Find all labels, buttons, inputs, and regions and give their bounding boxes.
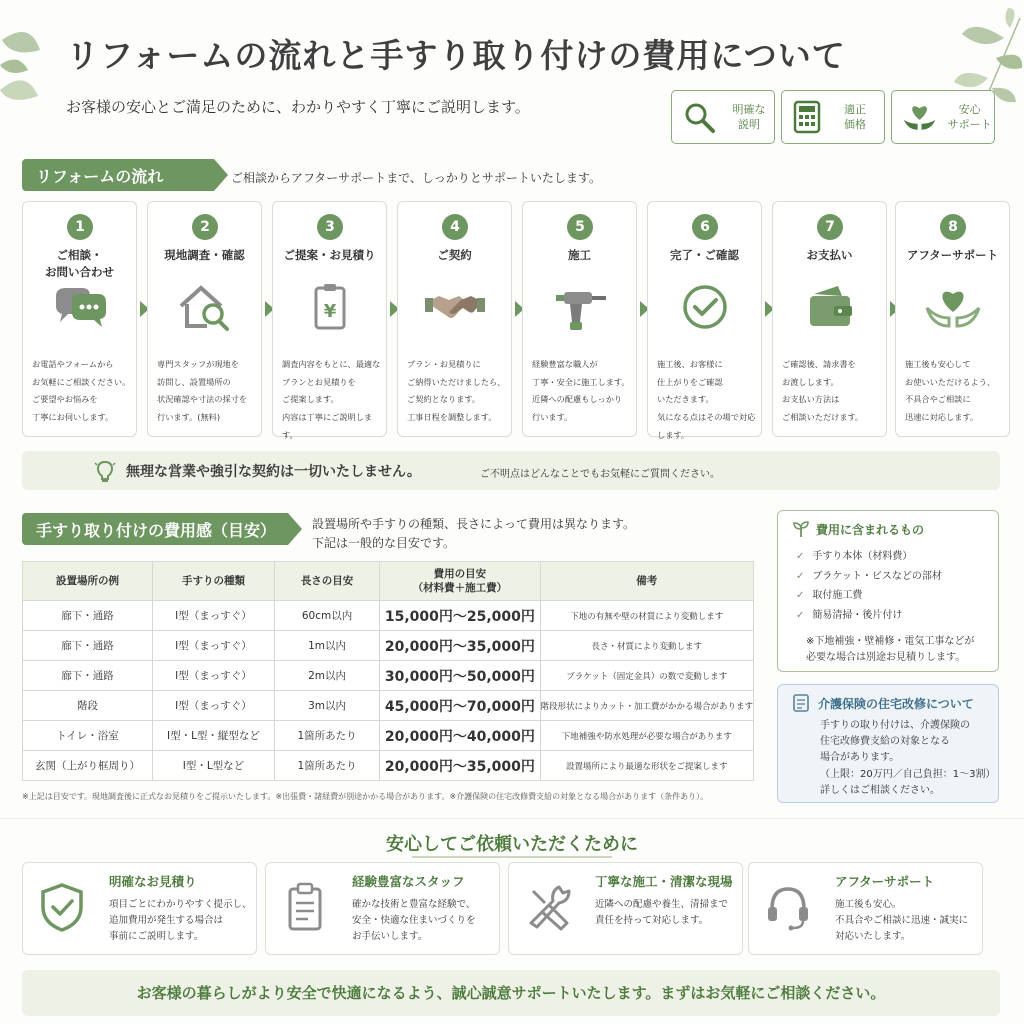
card-description: 施工後も安心。 不具合やご相談に迅速・誠実に 対応いたします。 <box>835 899 969 943</box>
column-header: 費用の目安 （材料費＋施工費） <box>380 562 540 601</box>
heart-hands-icon <box>902 100 937 134</box>
included-note: ※下地補強・壁補修・電気工事などが 必要な場合は別途お見積りします。 <box>806 636 975 663</box>
cell-remarks: 下地補強や防水処理が必要な場合があります <box>540 721 753 751</box>
sprout-icon <box>792 520 810 538</box>
cell-location: トイレ・浴室 <box>23 721 153 751</box>
step-number: 8 <box>940 214 966 240</box>
cell-location: 廊下・通路 <box>23 601 153 631</box>
cell-length: 3m以内 <box>274 691 379 721</box>
wallet-icon <box>800 282 860 332</box>
included-item-text: 簡易清掃・後片付け <box>812 609 903 621</box>
check-icon: ✓ <box>796 570 805 582</box>
cell-length: 1箇所あたり <box>274 721 379 751</box>
cell-price: 20,000円〜35,000円 <box>380 751 540 781</box>
step-title: 完了・ご確認 <box>670 248 739 262</box>
cost-lead: 設置場所や手すりの種類、長さによって費用は異なります。 下記は一般的な目安です。 <box>312 517 636 550</box>
check-circle-icon <box>675 282 735 332</box>
card-clean-site <box>508 862 743 955</box>
cell-type: I型・L型・縦型など <box>153 721 275 751</box>
step-number: 6 <box>692 214 718 240</box>
cell-remarks: 下地の有無や壁の材質により変動します <box>540 601 753 631</box>
cell-type: I型（まっすぐ） <box>153 691 275 721</box>
column-header: 備考 <box>540 562 753 601</box>
section-divider <box>0 818 1024 819</box>
flow-heading <box>22 159 214 191</box>
drill-icon <box>550 282 610 332</box>
lightbulb-icon <box>94 459 116 483</box>
column-header: 長さの目安 <box>274 562 379 601</box>
heart-hands-icon <box>923 282 983 332</box>
step-8-after-support <box>895 201 1010 437</box>
tools-icon <box>523 881 573 933</box>
card-description: 項目ごとにわかりやすく提示し、 追加費用が発生する場合は 事前にご説明します。 <box>109 899 252 943</box>
card-title: 経験豊富なスタッフ <box>352 874 465 889</box>
included-item-text: ブラケット・ビスなどの部材 <box>812 570 942 582</box>
cost-heading-text: 手すり取り付けの費用感（目安） <box>36 520 277 540</box>
no-pressure-notice <box>22 451 1000 490</box>
step-title: お支払い <box>806 248 853 262</box>
cell-price: 15,000円〜25,000円 <box>380 601 540 631</box>
included-items-panel <box>777 510 999 672</box>
cell-type: I型（まっすぐ） <box>153 631 275 661</box>
calculator-icon <box>792 100 822 134</box>
cell-price: 20,000円〜35,000円 <box>380 631 540 661</box>
reassure-heading: 安心してご依頼いただくために <box>386 834 638 855</box>
list-item <box>796 567 942 587</box>
flow-heading-text: リフォームの流れ <box>36 166 164 186</box>
step-number: 2 <box>192 214 218 240</box>
step-number: 5 <box>567 214 593 240</box>
step-description: 施工後、お客様に 仕上がりをご確認 いただきます。 気になる点はその場で対応します。 <box>657 359 756 440</box>
card-experienced-staff <box>265 862 500 955</box>
table-footnote: ※上記は目安です。現地調査後に正式なお見積りをご提示いたします。※出張費・諸経費が別途かかる場合があります。※介護保険の住宅改修費支給の対象となる場合があります（条件あり）。 <box>22 792 709 801</box>
heading-underline <box>412 856 612 858</box>
cell-type: I型（まっすぐ） <box>153 601 275 631</box>
step-description: プラン・お見積りに ご納得いただけましたら、 ご契約となります。 工事日程を調整します。 <box>407 359 506 422</box>
step-4-contract <box>397 201 512 437</box>
badge-label: 安心 サポート <box>947 102 992 131</box>
step-description: お電話やフォームから お気軽にご相談ください。 ご要望やお悩みを 丁寧にお伺いします。 <box>32 359 131 422</box>
cell-length: 1m以内 <box>274 631 379 661</box>
included-heading: 費用に含まれるもの <box>816 523 925 537</box>
step-5-construction <box>522 201 637 437</box>
cell-length: 1箇所あたり <box>274 751 379 781</box>
step-description: ご確認後、請求書を お渡しします。 お支払い方法は ご相談いただけます。 <box>782 359 864 422</box>
flow-steps <box>22 201 1002 440</box>
cell-location: 玄関（上がり框周り） <box>23 751 153 781</box>
insurance-heading: 介護保険の住宅改修について <box>818 697 974 711</box>
cell-location: 廊下・通路 <box>23 661 153 691</box>
leaf-decoration-left <box>0 10 48 110</box>
closing-message: お客様の暮らしがより安全で快適になるよう、誠心誠意サポートいたします。まずはお気軽にご相談ください。 <box>22 970 1000 1016</box>
step-number: 1 <box>67 214 93 240</box>
card-after-support <box>748 862 983 955</box>
headset-icon <box>763 881 813 933</box>
table-row <box>23 751 754 781</box>
list-item <box>796 547 942 567</box>
shield-check-icon <box>37 881 87 933</box>
column-header: 設置場所の例 <box>23 562 153 601</box>
step-1-consultation <box>22 201 137 437</box>
card-title: アフターサポート <box>835 874 935 889</box>
clipboard-icon <box>280 881 330 933</box>
document-icon <box>791 693 811 713</box>
insurance-body: 手すりの取り付けは、介護保険の 住宅改修費支給の対象となる 場合があります。 （上限：20万円／自己負担：1〜3割） 詳しくはご相談ください。 <box>820 720 996 796</box>
check-icon: ✓ <box>796 590 805 601</box>
step-description: 経験豊富な職人が 丁寧・安全に施工します。 近隣への配慮もしっかり 行います。 <box>532 359 630 422</box>
check-icon: ✓ <box>796 551 805 562</box>
table-row <box>23 691 754 721</box>
cell-remarks: 長さ・材質により変動します <box>540 631 753 661</box>
badge-clear-explanation <box>671 90 775 144</box>
cell-price: 45,000円〜70,000円 <box>380 691 540 721</box>
included-item-text: 取付施工費 <box>812 590 863 601</box>
card-title: 明確なお見積り <box>109 874 197 889</box>
svg-text:¥: ¥ <box>323 301 337 322</box>
step-description: 調査内容をもとに、最適な プランとお見積りを ご提案します。 内容は丁寧にご説明します。 <box>282 359 381 440</box>
step-title: アフターサポート <box>906 248 999 262</box>
flow-lead: ご相談からアフターサポートまで、しっかりとサポートいたします。 <box>231 171 601 185</box>
check-icon: ✓ <box>796 609 805 621</box>
notice-text: 無理な営業や強引な契約は一切いたしません。 <box>126 464 421 480</box>
yen-clipboard-icon <box>300 282 360 332</box>
badge-label: 明確な 説明 <box>732 102 766 131</box>
step-number: 4 <box>442 214 468 240</box>
step-2-site-survey <box>147 201 262 437</box>
included-item-text: 手すり本体（材料費） <box>812 551 913 562</box>
magnifier-icon <box>682 100 716 134</box>
table-row <box>23 601 754 631</box>
feature-badges <box>671 90 995 144</box>
cell-remarks: ブラケット（固定金具）の数で変動します <box>540 661 753 691</box>
table-header-row <box>23 562 754 601</box>
step-description: 専門スタッフが現地を 訪問し、設置場所の 状況確認や寸法の採寸を 行います。(無料) <box>157 359 248 422</box>
cell-location: 階段 <box>23 691 153 721</box>
step-title: ご相談・ お問い合わせ <box>45 248 114 279</box>
step-description: 施工後も安心して お使いいただけるよう、 不具合やご相談に 迅速に対応します。 <box>905 359 996 422</box>
cell-type: I型（まっすぐ） <box>153 661 275 691</box>
handshake-icon <box>425 282 485 332</box>
cell-remarks: 設置場所により最適な形状をご提案します <box>540 751 753 781</box>
cell-length: 2m以内 <box>274 661 379 691</box>
cell-length: 60cm以内 <box>274 601 379 631</box>
house-magnifier-icon <box>175 282 235 332</box>
badge-support <box>891 90 995 144</box>
column-header: 手すりの種類 <box>153 562 275 601</box>
step-number: 7 <box>817 214 843 240</box>
cost-table <box>22 561 754 781</box>
card-clear-estimate <box>22 862 257 955</box>
badge-label: 適正 価格 <box>844 102 866 131</box>
cell-type: I型・L型など <box>153 751 275 781</box>
step-title: ご契約 <box>437 248 472 262</box>
cost-heading <box>22 513 288 545</box>
list-item <box>796 606 942 626</box>
page-title: リフォームの流れと手すり取り付けの費用について <box>66 36 846 75</box>
step-number: 3 <box>317 214 343 240</box>
notice-subtext: ご不明点はどんなことでもお気軽にご質問ください。 <box>480 469 720 480</box>
step-3-proposal <box>272 201 387 440</box>
cell-price: 20,000円〜40,000円 <box>380 721 540 751</box>
cell-price: 30,000円〜50,000円 <box>380 661 540 691</box>
chat-bubbles-icon <box>50 282 110 332</box>
list-item <box>796 586 942 606</box>
care-insurance-panel <box>777 684 999 803</box>
table-row <box>23 631 754 661</box>
table-row <box>23 661 754 691</box>
step-title: 現地調査・確認 <box>164 248 245 262</box>
card-description: 確かな技術と豊富な経験で、 安全・快適な住まいづくりを お手伝いします。 <box>352 899 476 943</box>
included-list <box>796 547 942 625</box>
step-7-payment <box>772 201 887 437</box>
badge-fair-price <box>781 90 885 144</box>
card-description: 近隣への配慮や養生、清掃まで 責任を持って対応します。 <box>595 899 729 927</box>
card-title: 丁寧な施工・清潔な現場 <box>595 874 733 889</box>
step-6-completion <box>647 201 762 440</box>
cell-remarks: 階段形状によりカット・加工費がかかる場合があります <box>540 691 753 721</box>
cell-location: 廊下・通路 <box>23 631 153 661</box>
table-row <box>23 721 754 751</box>
step-title: ご提案・お見積り <box>283 248 376 262</box>
step-title: 施工 <box>568 248 591 262</box>
page-subtitle: お客様の安心とご満足のために、わかりやすく丁寧にご説明します。 <box>66 98 530 116</box>
